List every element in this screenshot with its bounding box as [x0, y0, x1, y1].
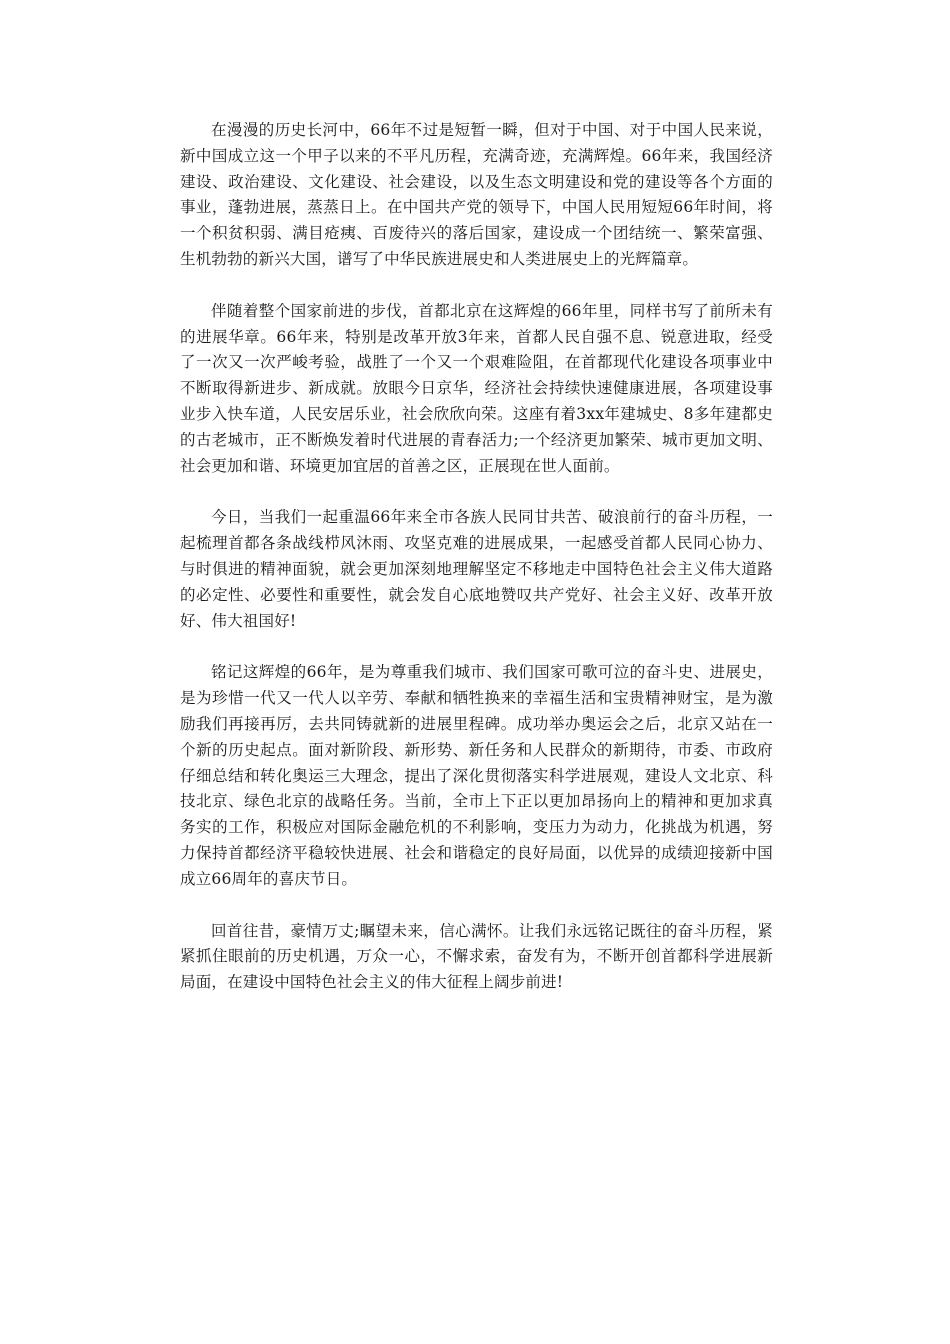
paragraph-5: 回首往昔，豪情万丈;瞩望未来，信心满怀。让我们永远铭记既往的奋斗历程，紧紧抓住眼前的历史机遇，万众一心，不懈求索，奋发有为，不断开创首都科学进展新局面，在建设中国特色社会主义的伟大征程上阔步前进! [180, 921, 773, 992]
document-body [180, 118, 773, 1022]
paragraph-2: 伴随着整个国家前进的步伐，首都北京在这辉煌的66年里，同样书写了前所未有的进展华章。66年来，特别是改革开放3年来，首都人民自强不息、锐意进取，经受了一次又一次严峻考验，战胜了一个又一个艰难险阻，在首都现代化建设各项事业中不断取得新进步、新成就。放眼今日京华，经济社会持续快速健康进展，各项建设事业步入快车道，人民安居乐业，社会欣欣向荣。这座有着3xx年建城史、8多年建都史的古老城市，正不断焕发着时代进展的青春活力;一个经济更加繁荣、城市更加文明、社会更加和谐、环境更加宜居的首善之区，正展现在世人面前。 [180, 301, 773, 475]
paragraph-3: 今日，当我们一起重温66年来全市各族人民同甘共苦、破浪前行的奋斗历程，一起梳理首都各条战线栉风沐雨、攻坚克难的进展成果，一起感受首都人民同心协力、与时俱进的精神面貌，就会更加深刻地理解坚定不移地走中国特色社会主义伟大道路的必定性、必要性和重要性，就会发自心底地赞叹共产党好、社会主义好、改革开放好、伟大祖国好! [180, 508, 773, 630]
paragraph-4: 铭记这辉煌的66年，是为尊重我们城市、我们国家可歌可泣的奋斗史、进展史，是为珍惜一代又一代人以辛劳、奉献和牺牲换来的幸福生活和宝贵精神财宝，是为激励我们再接再厉，去共同铸就新的进展里程碑。成功举办奥运会之后，北京又站在一个新的历史起点。面对新阶段、新形势、新任务和人民群众的新期待，市委、市政府仔细总结和转化奥运三大理念，提出了深化贯彻落实科学进展观，建设人文北京、科技北京、绿色北京的战略任务。当前，全市上下正以更加昂扬向上的精神和更加求真务实的工作，积极应对国际金融危机的不利影响，变压力为动力，化挑战为机遇，努力保持首都经济平稳较快进展、社会和谐稳定的良好局面，以优异的成绩迎接新中国成立66周年的喜庆节日。 [180, 663, 773, 888]
paragraph-1: 在漫漫的历史长河中，66年不过是短暂一瞬，但对于中国、对于中国人民来说，新中国成立这一个甲子以来的不平凡历程，充满奇迹，充满辉煌。66年来，我国经济建设、政治建设、文化建设、社会建设，以及生态文明建设和党的建设等各个方面的事业，蓬勃进展，蒸蒸日上。在中国共产党的领导下，中国人民用短短66年时间，将一个积贫积弱、满目疮痍、百废待兴的落后国家，建设成一个团结统一、繁荣富强、生机勃勃的新兴大国，谱写了中华民族进展史和人类进展史上的光辉篇章。 [180, 121, 773, 268]
